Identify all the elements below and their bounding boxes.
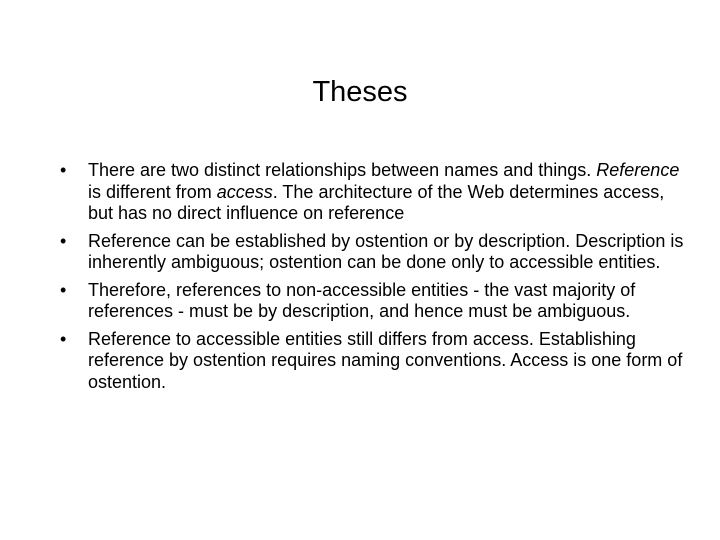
bullet-item	[60, 230, 688, 274]
bullet-item	[60, 328, 688, 394]
bullet-item	[60, 160, 688, 225]
bullet-list	[60, 160, 688, 399]
bullet-icon: •	[60, 160, 67, 180]
bullet-icon: •	[60, 328, 67, 349]
bullet-text: There are two distinct relationships between names and things.	[88, 160, 597, 180]
bullet-emphasis-text: access	[216, 181, 273, 202]
bullet-text: . The architecture of the Web determines access, but has no direct influence on reference	[88, 181, 665, 223]
slide-title: Theses	[312, 76, 408, 108]
bullet-icon: •	[60, 230, 67, 251]
bullet-icon: •	[60, 279, 67, 300]
bullet-text: Therefore, references to non-accessible entities - the vast majority of references - must be by description, and hence must be ambiguous.	[88, 279, 636, 321]
bullet-text: is different from	[88, 181, 217, 202]
bullet-emphasis-text: Reference	[596, 160, 680, 180]
bullet-item	[60, 279, 688, 323]
bullet-text: Reference to accessible entities still differs from access. Establishing reference by ostention requires naming conventions. Access is one form of ostention.	[88, 328, 683, 392]
bullet-text: Reference can be established by ostention or by description. Description is inherently ambiguous; ostention can be done only to accessible entities.	[88, 230, 684, 272]
